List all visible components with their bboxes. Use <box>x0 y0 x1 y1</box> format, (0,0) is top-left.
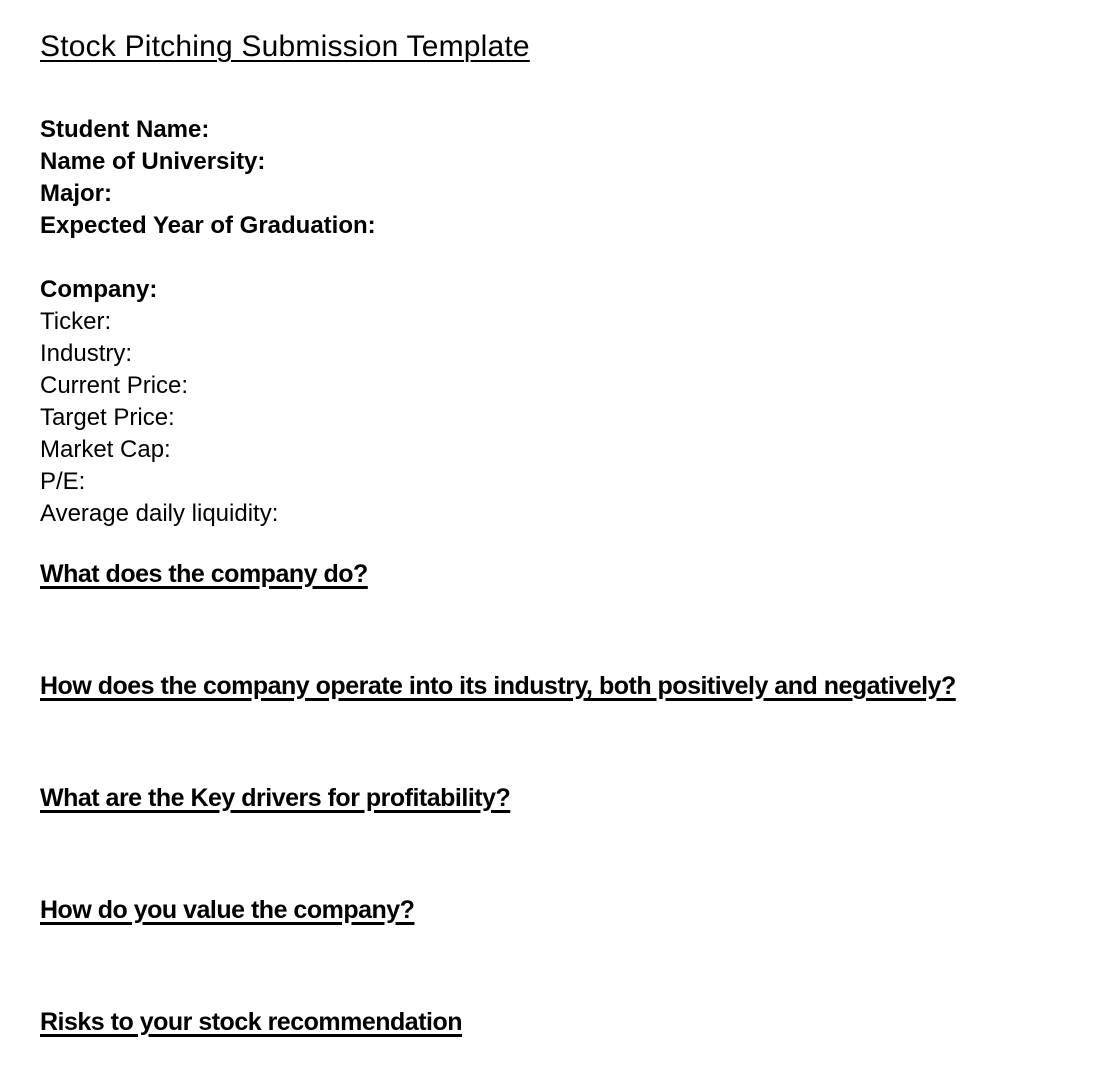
graduation-year-label: Expected Year of Graduation: <box>40 212 376 239</box>
company-info-section <box>40 274 1065 530</box>
company-heading: Company: <box>40 276 158 303</box>
student-info-section <box>40 114 1065 242</box>
target-price-label: Target Price: <box>40 404 175 431</box>
question-heading-valuation: How do you value the company? <box>40 896 415 924</box>
average-daily-liquidity-label: Average daily liquidity: <box>40 500 279 527</box>
market-cap-label: Market Cap: <box>40 436 171 463</box>
question-heading-company-do: What does the company do? <box>40 560 368 588</box>
student-name-label: Student Name: <box>40 116 210 143</box>
industry-label: Industry: <box>40 340 133 367</box>
document-title: Stock Pitching Submission Template <box>40 30 530 63</box>
question-heading-risks: Risks to your stock recommendation <box>40 1008 463 1036</box>
ticker-label: Ticker: <box>40 308 112 335</box>
questions-section <box>40 556 1065 1040</box>
pe-ratio-label: P/E: <box>40 468 86 495</box>
question-heading-industry-operate: How does the company operate into its industry, both positively and negatively? <box>40 672 956 700</box>
university-name-label: Name of University: <box>40 148 266 175</box>
major-label: Major: <box>40 180 112 207</box>
current-price-label: Current Price: <box>40 372 189 399</box>
question-heading-key-drivers: What are the Key drivers for profitability? <box>40 784 511 812</box>
